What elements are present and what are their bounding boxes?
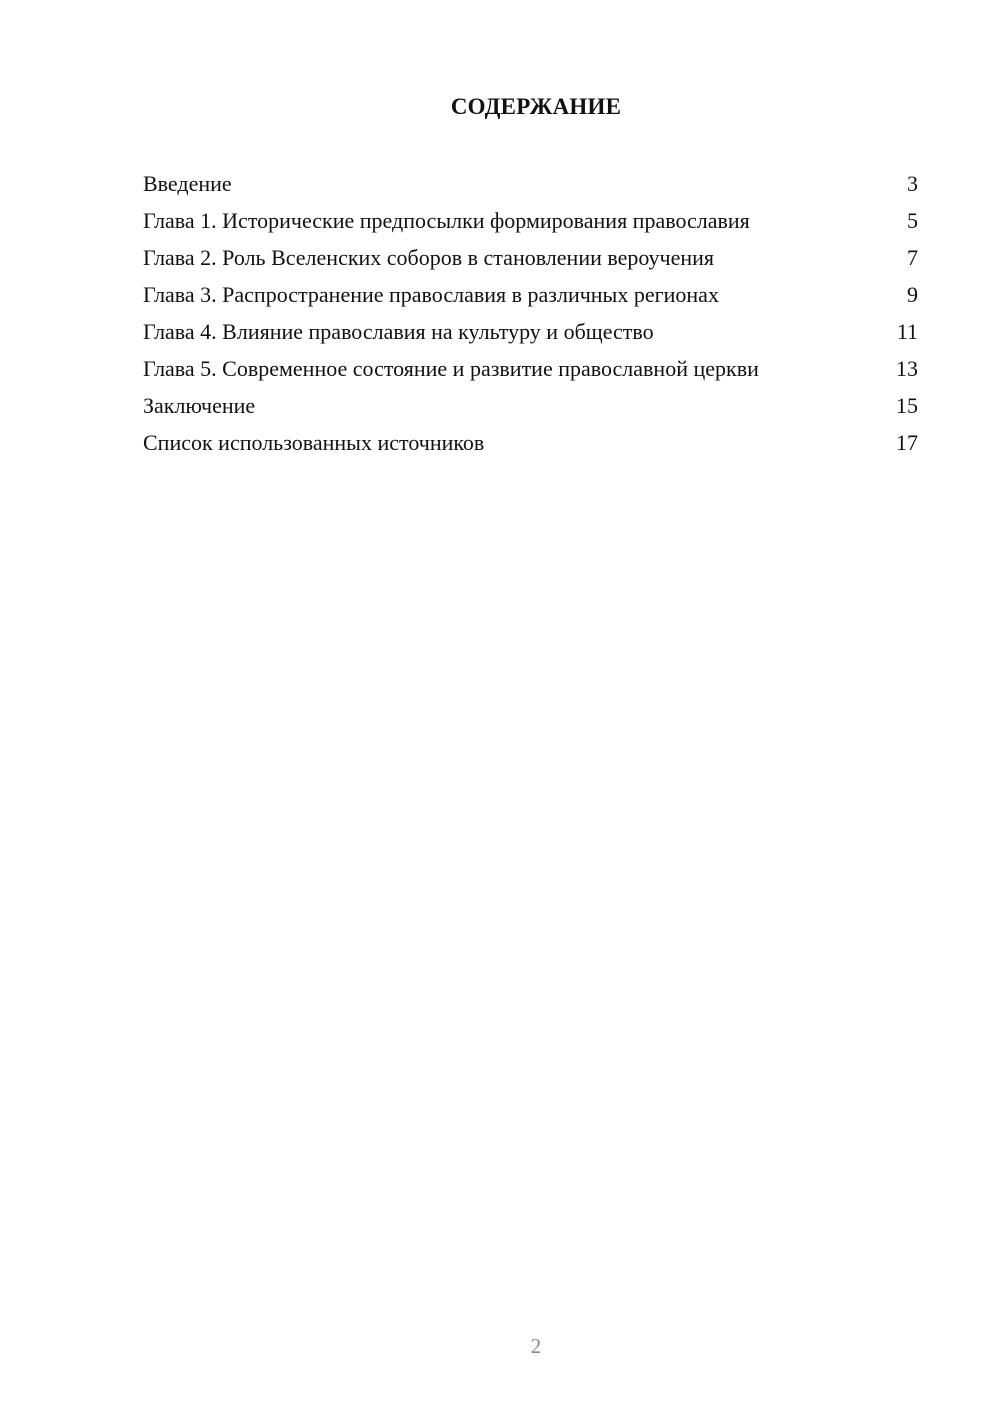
toc-entry-title: Глава 2. Роль Вселенских соборов в становлении вероучения — [143, 245, 715, 270]
toc-entry-chapter-2[interactable] — [143, 244, 918, 271]
toc-entry-title: Введение — [143, 171, 232, 196]
toc-entry-introduction[interactable] — [143, 170, 918, 197]
toc-entry-page: 15 — [896, 393, 918, 418]
toc-entry-page: 11 — [896, 319, 918, 344]
toc-entry-title: Список использованных источников — [143, 430, 485, 455]
toc-entry-references[interactable] — [143, 429, 918, 456]
table-of-contents — [143, 170, 918, 466]
toc-entry-conclusion[interactable] — [143, 392, 918, 419]
toc-entry-title: Глава 1. Исторические предпосылки формирования православия — [143, 208, 750, 233]
toc-entry-page: 13 — [896, 356, 918, 381]
toc-entry-title: Глава 5. Современное состояние и развитие православной церкви — [143, 356, 759, 381]
toc-entry-chapter-3[interactable] — [143, 281, 918, 308]
toc-entry-title: Глава 4. Влияние православия на культуру и общество — [143, 319, 654, 344]
toc-entry-chapter-1[interactable] — [143, 207, 918, 234]
toc-entry-page: 9 — [907, 282, 918, 307]
toc-entry-chapter-4[interactable] — [143, 318, 918, 345]
toc-entry-page: 7 — [907, 245, 918, 270]
toc-entry-page: 5 — [907, 208, 918, 233]
toc-entry-page: 3 — [907, 171, 918, 196]
page-title: СОДЕРЖАНИЕ — [450, 94, 622, 119]
page-number: 2 — [530, 1334, 542, 1358]
toc-entry-chapter-5[interactable] — [143, 355, 918, 382]
toc-entry-page: 17 — [896, 430, 918, 455]
toc-entry-title: Глава 3. Распространение православия в различных регионах — [143, 282, 719, 307]
toc-entry-title: Заключение — [143, 393, 256, 418]
